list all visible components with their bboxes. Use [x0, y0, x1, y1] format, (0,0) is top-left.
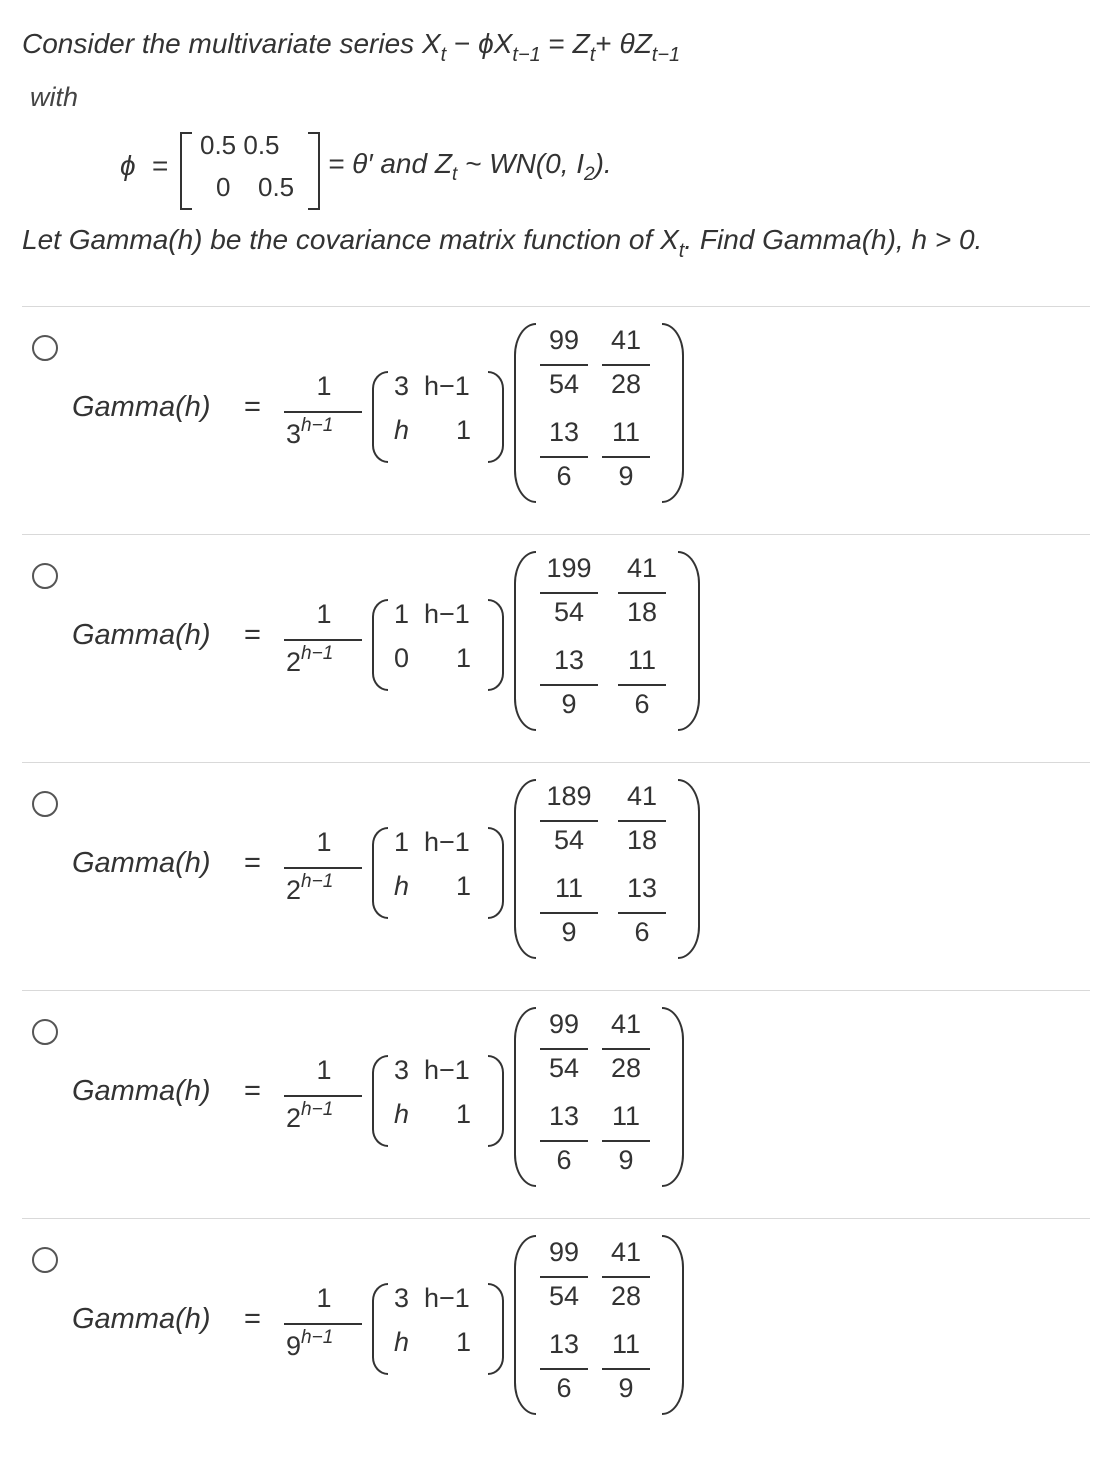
scalar-coefficient — [278, 827, 370, 911]
var-phi: ϕ — [478, 28, 494, 59]
m1-cell-22: 1 — [456, 1099, 472, 1129]
equals-sign: = — [244, 847, 261, 879]
equals-sign: = — [152, 150, 169, 181]
radio-button[interactable] — [32, 563, 58, 589]
m2-cell-22: 11 9 — [598, 1101, 654, 1187]
paren-left — [514, 323, 536, 503]
prompt-text: Let Gamma(h) be the covariance matrix function of X — [22, 224, 679, 255]
fraction-bar — [284, 1323, 362, 1325]
equals-sign: = — [244, 619, 261, 651]
m1-cell-21: h — [394, 871, 410, 901]
fraction-bar — [284, 411, 362, 413]
paren-right — [678, 779, 700, 959]
paren-right — [488, 599, 504, 691]
option-lhs: Gamma(h) — [72, 1303, 211, 1335]
equals-sign: = — [244, 1303, 261, 1335]
paren-left — [514, 1007, 536, 1187]
coef-numerator: 1 — [316, 1283, 332, 1313]
m1-cell-11: 3 — [394, 371, 410, 401]
m1-cell-22: 1 — [456, 871, 472, 901]
question — [0, 0, 1112, 290]
m2-cell-21: 13 6 — [536, 1329, 592, 1415]
equals-sign: = — [244, 1075, 261, 1107]
m2-cell-21: 13 6 — [536, 417, 592, 503]
m2-cell-11: 99 54 — [536, 325, 592, 411]
sub-t-minus-1: t−1 — [651, 44, 681, 66]
answer-option[interactable] — [22, 1218, 1090, 1447]
coef-denominator: $9^{h-1}$ — [286, 1327, 334, 1361]
var-x: X — [421, 28, 441, 59]
sub-t: t — [589, 44, 596, 66]
matrix-2 — [514, 779, 700, 955]
matrix-1 — [372, 1283, 504, 1371]
sub-t-minus-1: t−1 — [512, 44, 541, 66]
with-label: with — [30, 82, 79, 112]
option-lhs: Gamma(h) — [72, 391, 211, 423]
fraction-bar — [284, 1095, 362, 1097]
matrix-1 — [372, 1055, 504, 1143]
m2-cell-22: 13 6 — [614, 873, 670, 959]
sub-t: t — [440, 44, 447, 66]
m2-cell-12: 41 28 — [598, 325, 654, 411]
prompt-text-end: . Find Gamma(h), h > 0. — [684, 224, 983, 255]
answer-option[interactable] — [22, 534, 1090, 763]
scalar-coefficient — [278, 1283, 370, 1367]
coef-numerator: 1 — [316, 827, 332, 857]
plus-sign: + — [595, 28, 620, 59]
m1-cell-11: 1 — [394, 599, 410, 629]
m2-cell-12: 41 28 — [598, 1237, 654, 1323]
m2-cell-22: 11 9 — [598, 1329, 654, 1415]
phi-definition — [120, 128, 740, 210]
m1-cell-22: 1 — [456, 1327, 472, 1357]
question-intro-text: Consider the multivariate series — [22, 28, 422, 59]
var-x-lag: X — [493, 28, 513, 59]
m2-cell-12: 41 18 — [614, 553, 670, 639]
m1-cell-11: 1 — [394, 827, 410, 857]
m2-cell-11: 99 54 — [536, 1009, 592, 1095]
matrix-2 — [514, 1235, 684, 1411]
m1-cell-11: 3 — [394, 1283, 410, 1313]
matrix-2 — [514, 551, 700, 727]
sub-t: t — [678, 240, 685, 262]
m1-cell-12: h−1 — [424, 1283, 470, 1313]
phi-matrix-row-2-a: 0 — [216, 172, 231, 202]
paren-left — [372, 599, 388, 691]
question-series-definition — [22, 28, 680, 67]
matrix-1 — [372, 371, 504, 459]
scalar-coefficient — [278, 371, 370, 455]
matrix-2 — [514, 1007, 684, 1183]
paren-right — [488, 371, 504, 463]
m1-cell-22: 1 — [456, 643, 472, 673]
coef-numerator: 1 — [316, 371, 332, 401]
phi-matrix-row-1: 0.5 0.5 — [200, 130, 280, 160]
scalar-coefficient — [278, 1055, 370, 1139]
coef-denominator: $2^{h-1}$ — [286, 871, 334, 905]
coef-denominator: $3^{h-1}$ — [286, 415, 334, 449]
question-prompt — [22, 224, 982, 263]
option-lhs: Gamma(h) — [72, 847, 211, 879]
m1-cell-12: h−1 — [424, 599, 470, 629]
m2-cell-12: 41 18 — [614, 781, 670, 867]
matrix-2 — [514, 323, 684, 499]
m1-cell-21: 0 — [394, 643, 410, 673]
var-theta: θ — [619, 28, 635, 59]
m2-cell-22: 11 6 — [614, 645, 670, 731]
paren-left — [514, 551, 536, 731]
matrix-bracket-right — [308, 132, 320, 210]
matrix-1 — [372, 827, 504, 915]
m2-cell-22: 11 9 — [598, 417, 654, 503]
matrix-1 — [372, 599, 504, 687]
m1-cell-12: h−1 — [424, 827, 470, 857]
paren-left — [514, 1235, 536, 1415]
fraction-bar — [284, 867, 362, 869]
fraction-bar — [284, 639, 362, 641]
paren-left — [372, 827, 388, 919]
paren-left — [372, 371, 388, 463]
coef-denominator: $2^{h-1}$ — [286, 1099, 334, 1133]
m1-cell-12: h−1 — [424, 1055, 470, 1085]
paren-right — [488, 1055, 504, 1147]
radio-button[interactable] — [32, 791, 58, 817]
m1-cell-22: 1 — [456, 415, 472, 445]
var-z: Z — [572, 28, 590, 59]
equals-sign: = — [244, 391, 261, 423]
m2-cell-12: 41 28 — [598, 1009, 654, 1095]
scalar-coefficient — [278, 599, 370, 683]
m1-cell-21: h — [394, 1327, 410, 1357]
minus-sign: − — [446, 28, 479, 59]
radio-button[interactable] — [32, 335, 58, 361]
paren-right — [488, 1283, 504, 1375]
paren-left — [514, 779, 536, 959]
answer-option[interactable] — [22, 762, 1090, 991]
m1-cell-12: h−1 — [424, 371, 470, 401]
matrix-bracket-left — [180, 132, 192, 210]
radio-button[interactable] — [32, 1247, 58, 1273]
var-z-lag: Z — [634, 28, 652, 59]
paren-right — [662, 1235, 684, 1415]
m2-cell-11: 199 54 — [536, 553, 602, 639]
m2-cell-21: 11 9 — [536, 873, 602, 959]
m2-cell-11: 189 54 — [536, 781, 602, 867]
answer-option[interactable] — [22, 990, 1090, 1219]
option-lhs: Gamma(h) — [72, 619, 211, 651]
m1-cell-11: 3 — [394, 1055, 410, 1085]
coef-denominator: $2^{h-1}$ — [286, 643, 334, 677]
m1-cell-21: h — [394, 415, 410, 445]
phi-symbol: ϕ — [120, 150, 136, 181]
phi-matrix-row-2-b: 0.5 — [258, 172, 295, 202]
paren-right — [662, 323, 684, 503]
paren-left — [372, 1055, 388, 1147]
radio-button[interactable] — [32, 1019, 58, 1045]
equals-sign: = — [540, 28, 573, 59]
coef-numerator: 1 — [316, 1055, 332, 1085]
m2-cell-11: 99 54 — [536, 1237, 592, 1323]
phi-def-rest: = θ′ and $Z_t$ ~ WN(0, $I_2$). — [328, 148, 612, 185]
paren-left — [372, 1283, 388, 1375]
paren-right — [678, 551, 700, 731]
coef-numerator: 1 — [316, 599, 332, 629]
m2-cell-21: 13 6 — [536, 1101, 592, 1187]
paren-right — [488, 827, 504, 919]
answer-option[interactable] — [22, 306, 1090, 535]
option-lhs: Gamma(h) — [72, 1075, 211, 1107]
m2-cell-21: 13 9 — [536, 645, 602, 731]
paren-right — [662, 1007, 684, 1187]
m1-cell-21: h — [394, 1099, 410, 1129]
